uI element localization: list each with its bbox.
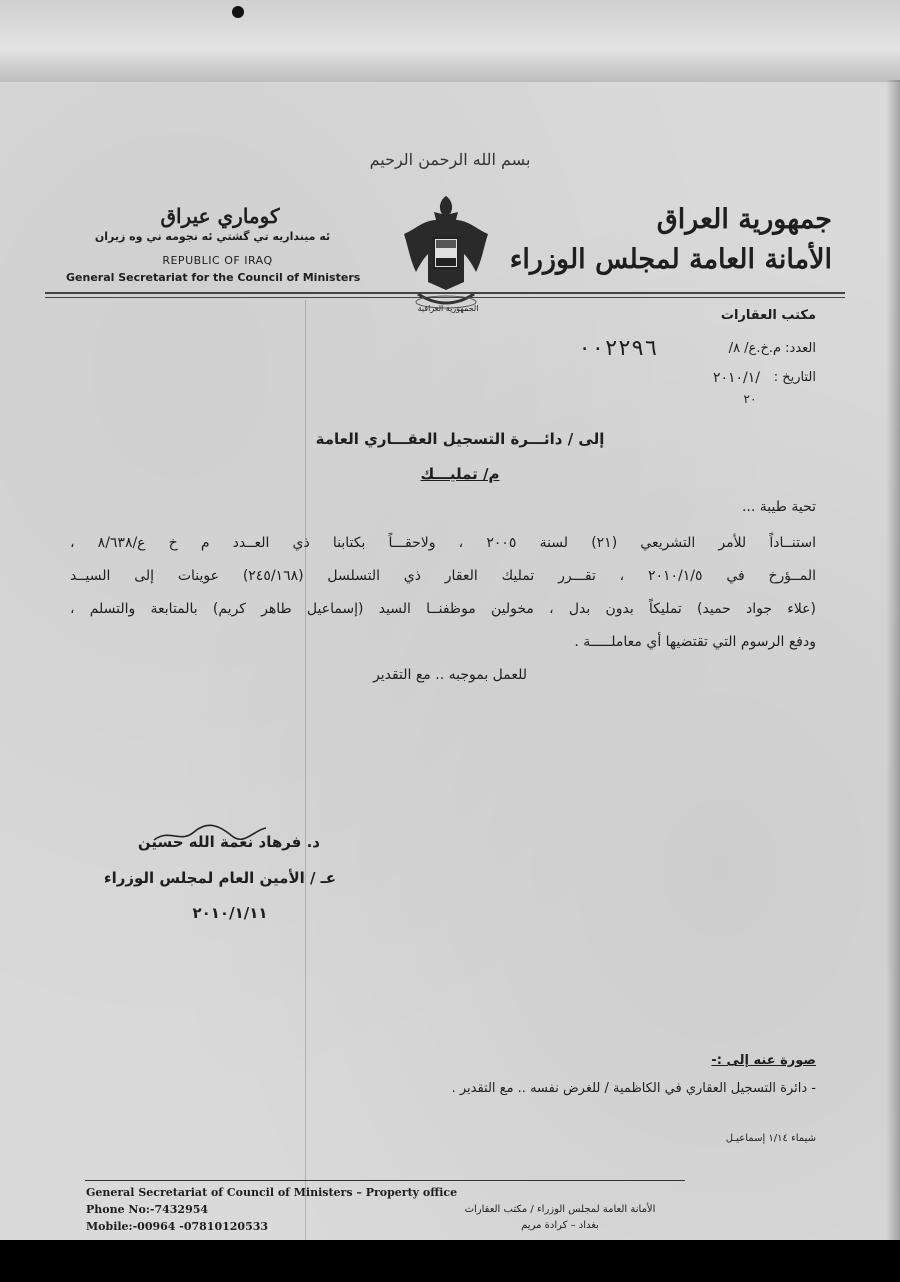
footer-org-ar: الأمانة العامة لمجلس الوزراء / مكتب العقارات <box>464 1204 656 1215</box>
footer-phone: Phone No:-7432954 <box>86 1203 209 1216</box>
typist-initials: شيماء ١/١٤ إسماعيـل <box>725 1133 816 1144</box>
greeting: تحية طيبة ... <box>741 499 816 515</box>
date-handwritten: ٢٠ <box>743 392 757 406</box>
body-line: (علاء جواد حميد) تمليكاً بدون بدل ، مخولين موظفنــا السيد (إسماعيل طاهر كريم) بالمتابعة والتسلم ، <box>70 601 816 617</box>
footer-mobile: Mobile:-00964 -07810120533 <box>86 1220 269 1233</box>
signatory-name: د. فرهاد نعمة الله حسين <box>137 833 320 851</box>
kurdish-org-title: ئه مينداريه تي گشتي ئه نجومه ني وه زيران <box>94 230 331 243</box>
recipient-line: إلى / دائـــرة التسجيل العقـــاري العامة <box>315 430 605 448</box>
basmala: بسم الله الرحمن الرحيم <box>369 150 531 169</box>
copies-item: - دائرة التسجيل العقاري في الكاظمية / للغرض نفسه .. مع التقدير . <box>451 1081 816 1096</box>
closing-line: للعمل بموجبه .. مع التقدير <box>372 667 528 683</box>
scan-top-strip <box>0 0 900 82</box>
date-label: التاريخ : <box>773 370 816 385</box>
signatory-title: عـ / الأمين العام لمجلس الوزراء <box>103 869 337 887</box>
subject-line: م/ تمليـــك <box>420 465 500 483</box>
header-rule-thin <box>45 297 845 298</box>
iraq-eagle-emblem-icon <box>398 190 494 318</box>
punch-hole-mark <box>232 6 244 18</box>
header-rule <box>45 292 845 294</box>
date-value: ٢٠١٠/١/ <box>712 370 760 386</box>
english-org-title: General Secretariat for the Council of Ministers <box>66 271 361 284</box>
copies-heading: صورة عنه إلى :- <box>711 1053 816 1068</box>
footer-org-en: General Secretariat of Council of Ministers – Property office <box>86 1186 458 1199</box>
signature-date: ٢٠١٠/١/١١ <box>192 904 268 922</box>
footer-rule <box>85 1180 685 1181</box>
emblem-caption: الجمهورية العراقية <box>417 304 479 313</box>
office-name: مكتب العقارات <box>720 308 816 323</box>
body-line: استنــاداً للأمر التشريعي (٢١) لسنة ٢٠٠٥ ، ولاحقـــاً بكتابنا ذي العــدد م خ ع/٨/٦٣٨ ، <box>70 535 817 551</box>
reference-number-value: ٠٠٢٢٩٦ <box>578 336 658 361</box>
body-line: المــؤرخ في ٢٠١٠/١/٥ ، تقـــرر تمليك العقار ذي التسلسل (٢٤٥/١٦٨) عوينات إلى السيــد <box>70 568 816 584</box>
reference-number-label: العدد: م.خ.ع/ ٨/ <box>728 341 816 356</box>
kurdish-country-title: كوماري عيراق <box>160 204 280 228</box>
scan-edge-shadow <box>886 80 900 1240</box>
arabic-org-title: الأمانة العامة لمجلس الوزراء <box>509 244 832 275</box>
body-line: ودفع الرسوم التي تقتضيها أي معاملـــــة . <box>574 634 816 650</box>
footer-address-ar: بغداد – كرادة مريم <box>521 1220 599 1231</box>
english-country-title: REPUBLIC OF IRAQ <box>162 254 273 267</box>
arabic-country-title: جمهورية العراق <box>656 204 832 235</box>
